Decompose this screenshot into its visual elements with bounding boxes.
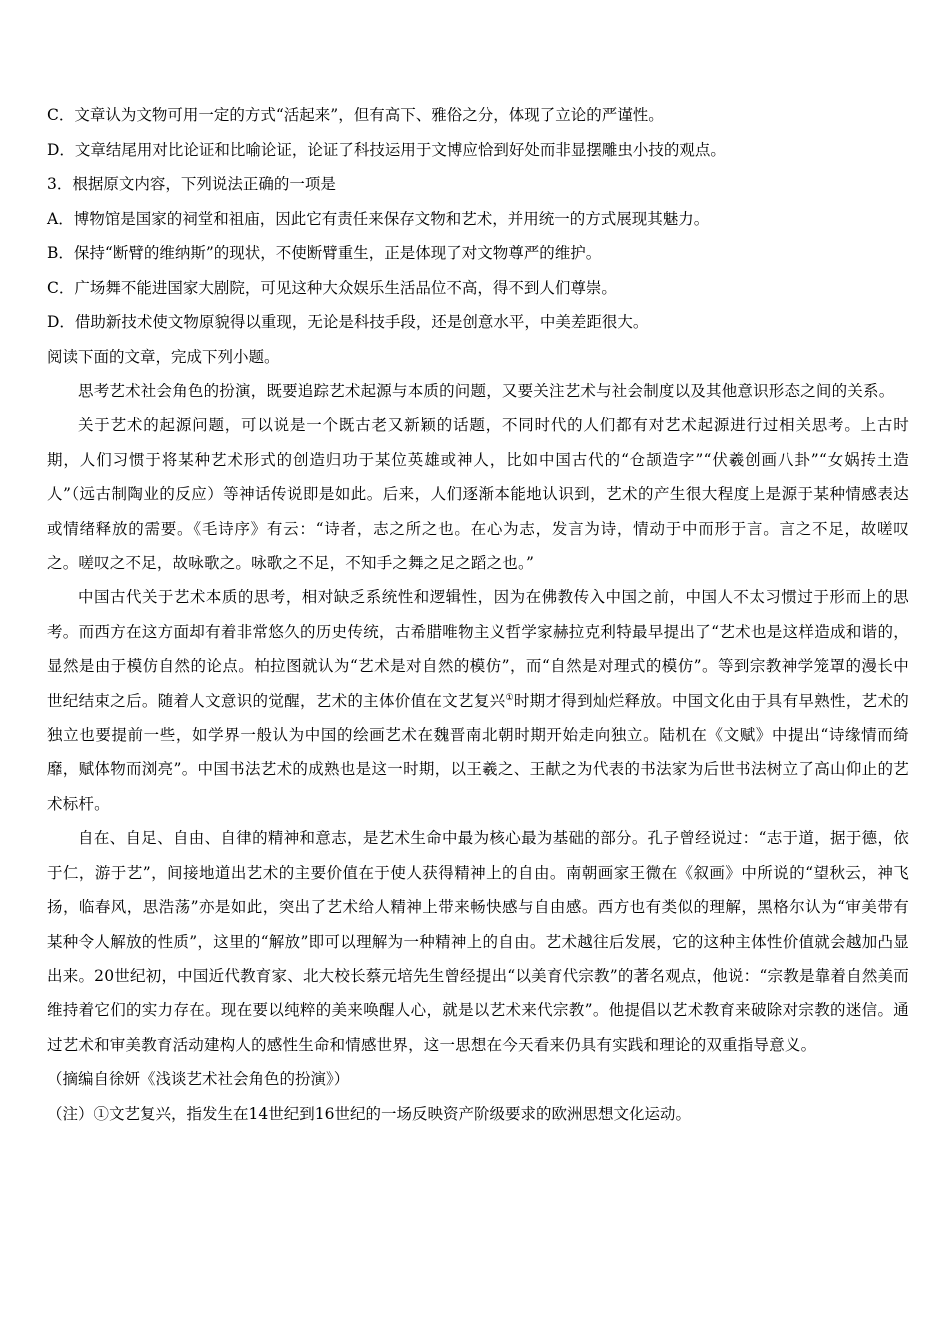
exam-page <box>47 98 909 1131</box>
option-d-q3: D．借助新技术使文物原貌得以重现，无论是科技手段，还是创意水平，中美差距很大。 <box>47 313 649 331</box>
paragraph-3-part-1: 中国古代关于艺术本质的思考，相对缺乏系统性和逻辑性，因为在佛教传入中国之前，中国人不太习惯过于形而上的思考。而西方在这方面却有着非常悠久的历史传统，古希腊唯物主义哲学家赫拉克利特最早提出了“艺术也是这样造成和谐的，显然是由于模仿自然的论点。柏拉图就认为“艺术是对自然的模仿”，而“自然是对理式的模仿”。等到宗教神学笼罩的漫长中世纪结束之后。随着人文意识的觉醒，艺术的主体价值在文艺复兴 <box>47 588 909 710</box>
article-paragraph-2: 关于艺术的起源问题，可以说是一个既古老又新颖的话题，不同时代的人们都有对艺术起源进行过相关思考。上古时期，人们习惯于将某种艺术形式的创造归功于某位英雄或神人，比如中国古代的“仓颉造字”“伏羲创画八卦”“女娲抟土造人”（远古制陶业的反应）等神话传说即是如此。后来，人们逐渐本能地认识到，艺术的产生很大程度上是源于某种情感表达或情绪释放的需要。《毛诗序》有云：“诗者，志之所之也。在心为志，发言为诗，情动于中而形于言。言之不足，故嗟叹之。嗟叹之不足，故咏歌之。咏歌之不足，不知手之舞之足之蹈之也。” <box>47 416 909 573</box>
footnote: （注）①文艺复兴，指发生在14世纪到16世纪的一场反映资产阶级要求的欧洲思想文化运动。 <box>47 1104 691 1123</box>
reading-instruction: 阅读下面的文章，完成下列小题。 <box>47 347 280 366</box>
option-c-q2: C．文章认为文物可用一定的方式“活起来”，但有高下、雅俗之分，体现了立论的严谨性。 <box>47 106 664 124</box>
article-source: （摘编自徐妍《浅谈艺术社会角色的扮演》） <box>47 1070 350 1089</box>
option-d-q2: D．文章结尾用对比论证和比喻论证，论证了科技运用于文博应恰到好处而非显摆雕虫小技的观点。 <box>47 140 726 159</box>
article-paragraph-3 <box>47 580 909 821</box>
paragraph-3-part-2: 时期才得到灿烂释放。中国文化由于具有早熟性，艺术的独立也要提前一些，如学界一般认为中国的绘画艺术在魏晋南北朝时期开始走向独立。陆机在《文赋》中提出“诗缘情而绮靡，赋体物而浏亮”。中国书法艺术的成熟也是这一时期，以王羲之、王献之为代表的书法家为后世书法树立了高山仰止的艺术标杆。 <box>47 691 909 813</box>
option-a-q3: A．博物馆是国家的祠堂和祖庙，因此它有责任来保存文物和艺术，并用统一的方式展现其魅力。 <box>47 209 710 228</box>
question-3-stem: 3．根据原文内容，下列说法正确的一项是 <box>47 175 336 193</box>
article-paragraph-4: 自在、自足、自由、自律的精神和意志，是艺术生命中最为核心最为基础的部分。孔子曾经说过：“志于道，据于德，依于仁，游于艺”，间接地道出艺术的主要价值在于使人获得精神上的自由。南朝画家王微在《叙画》中所说的“望秋云，神飞扬，临春风，思浩荡”亦是如此，突出了艺术给人精神上带来畅快感与自由感。西方也有类似的理解，黑格尔认为“审美带有某种令人解放的性质”，这里的“解放”即可以理解为一种精神上的自由。艺术越往后发展，它的这种主体性价值就会越加凸显出来。20世纪初，中国近代教育家、北大校长蔡元培先生曾经提出“以美育代宗教”的著名观点，他说：“宗教是靠着自然美而维持着它们的实力存在。现在要以纯粹的美来唤醒人心，就是以艺术来代宗教”。他提倡以艺术教育来破除对宗教的迷信。通过艺术和审美教育活动建构人的感性生命和情感世界，这一思想在今天看来仍具有实践和理论的双重指导意义。 <box>47 829 909 1054</box>
footnote-marker: ① <box>505 692 514 703</box>
option-b-q3: B．保持“断臂的维纳斯”的现状，不使断臂重生，正是体现了对文物尊严的维护。 <box>47 244 602 262</box>
article-paragraph-1: 思考艺术社会角色的扮演，既要追踪艺术起源与本质的问题，又要关注艺术与社会制度以及其他意识形态之间的关系。 <box>78 382 895 400</box>
option-c-q3: C．广场舞不能进国家大剧院，可见这种大众娱乐生活品位不高，得不到人们尊崇。 <box>47 278 617 297</box>
